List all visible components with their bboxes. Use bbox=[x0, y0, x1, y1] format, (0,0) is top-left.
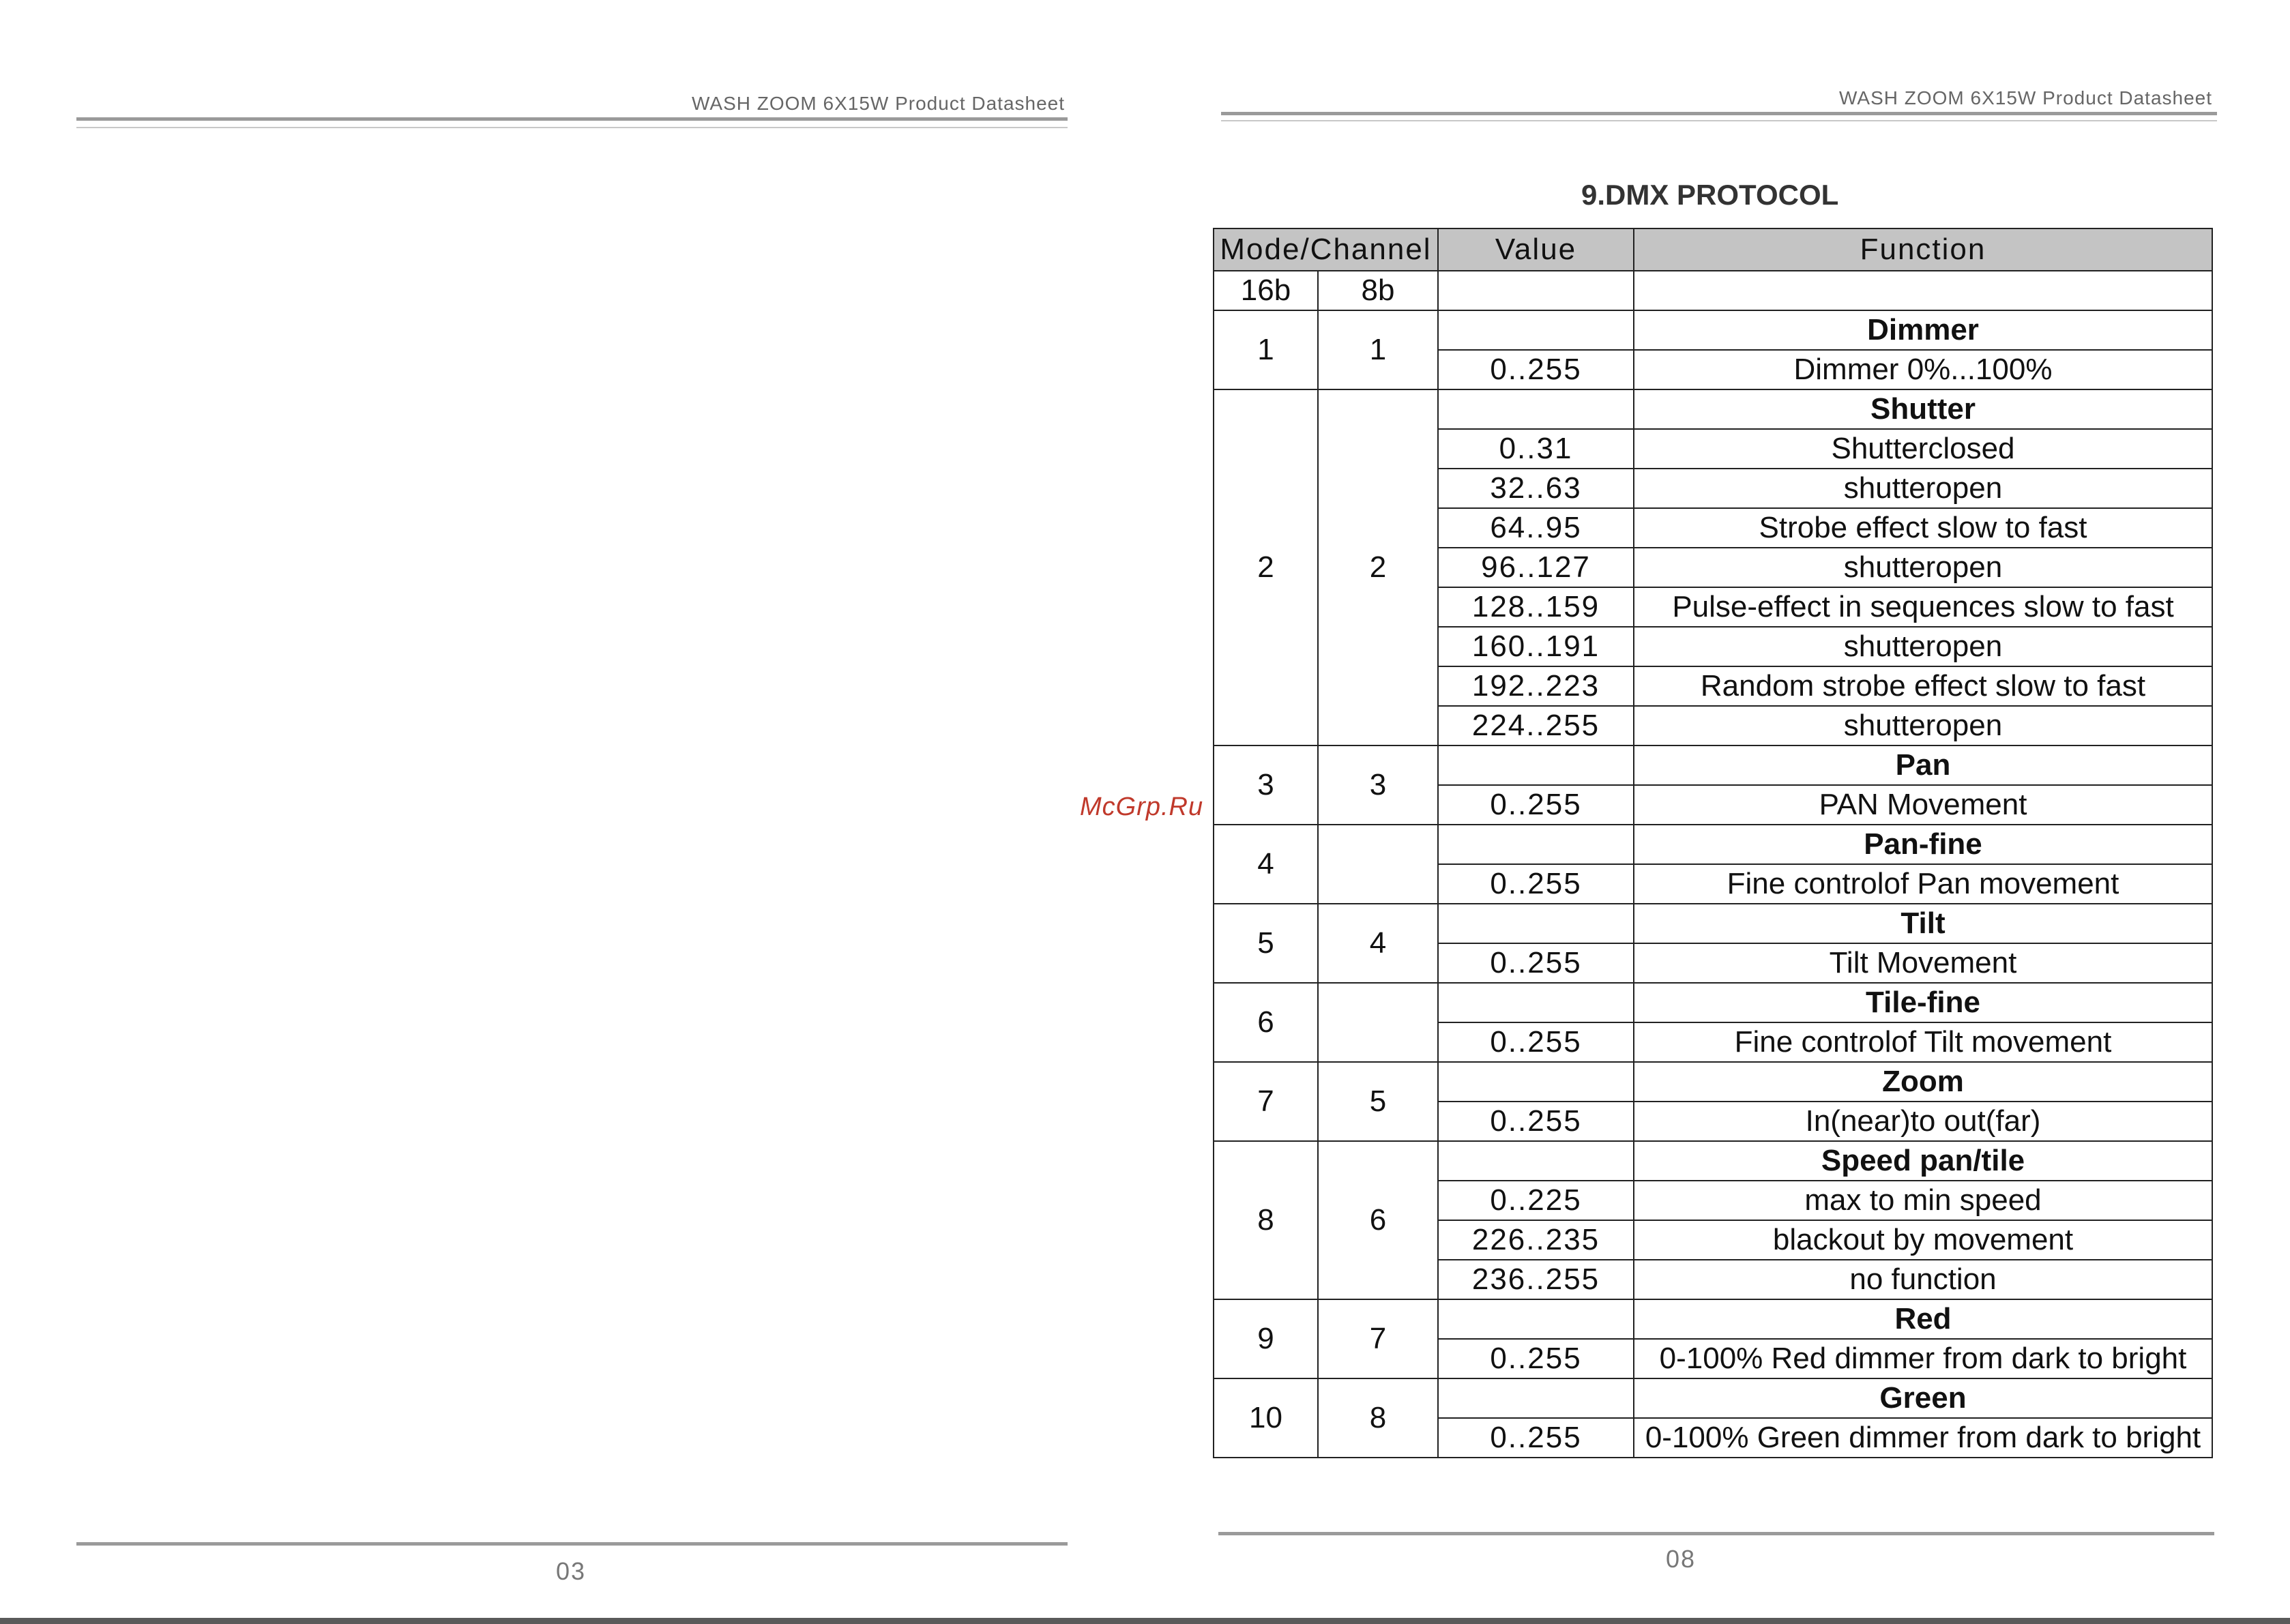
table-row bbox=[1214, 389, 2212, 429]
function-heading-cell: Speed pan/tile bbox=[1634, 1141, 2212, 1181]
channel-8b-cell: 6 bbox=[1318, 1141, 1438, 1299]
header-value: Value bbox=[1438, 228, 1634, 271]
value-cell bbox=[1438, 825, 1634, 864]
function-cell: Shutterclosed bbox=[1634, 429, 2212, 469]
value-cell: 160..191 bbox=[1438, 627, 1634, 666]
channel-8b-cell: 7 bbox=[1318, 1299, 1438, 1378]
value-cell: 0..255 bbox=[1438, 785, 1634, 825]
left-footer-rule bbox=[76, 1542, 1068, 1546]
channel-8b-cell: 1 bbox=[1318, 310, 1438, 389]
value-cell bbox=[1438, 389, 1634, 429]
value-cell bbox=[1438, 904, 1634, 943]
function-cell: Random strobe effect slow to fast bbox=[1634, 666, 2212, 706]
table-row bbox=[1214, 904, 2212, 943]
value-cell: 0..255 bbox=[1438, 1339, 1634, 1378]
subheader-8b: 8b bbox=[1318, 271, 1438, 310]
value-cell: 32..63 bbox=[1438, 469, 1634, 508]
channel-16b-cell: 3 bbox=[1214, 745, 1318, 825]
subheader-16b: 16b bbox=[1214, 271, 1318, 310]
value-cell bbox=[1438, 310, 1634, 350]
channel-16b-cell: 4 bbox=[1214, 825, 1318, 904]
function-cell: blackout by movement bbox=[1634, 1220, 2212, 1260]
table-subheader-row bbox=[1214, 271, 2212, 310]
value-cell: 0..255 bbox=[1438, 864, 1634, 904]
watermark: McGrp.Ru bbox=[1080, 793, 1204, 821]
left-header-rule-thin bbox=[76, 127, 1068, 128]
function-heading-cell: Dimmer bbox=[1634, 310, 2212, 350]
value-cell: 0..255 bbox=[1438, 943, 1634, 983]
channel-16b-cell: 8 bbox=[1214, 1141, 1318, 1299]
value-cell bbox=[1438, 983, 1634, 1022]
function-cell: max to min speed bbox=[1634, 1181, 2212, 1220]
right-header-rule-thin bbox=[1221, 120, 2217, 121]
channel-8b-cell: 5 bbox=[1318, 1062, 1438, 1141]
value-cell: 0..255 bbox=[1438, 350, 1634, 389]
function-cell: 0-100% Green dimmer from dark to bright bbox=[1634, 1418, 2212, 1458]
channel-8b-cell bbox=[1318, 983, 1438, 1062]
table-row bbox=[1214, 1062, 2212, 1102]
channel-8b-cell bbox=[1318, 825, 1438, 904]
channel-16b-cell: 10 bbox=[1214, 1378, 1318, 1458]
right-footer-rule bbox=[1218, 1532, 2214, 1535]
right-page-number: 08 bbox=[1666, 1545, 1697, 1573]
channel-16b-cell: 2 bbox=[1214, 389, 1318, 745]
function-heading-cell: Zoom bbox=[1634, 1062, 2212, 1102]
function-cell: shutteropen bbox=[1634, 548, 2212, 587]
value-cell: 64..95 bbox=[1438, 508, 1634, 548]
function-heading-cell: Red bbox=[1634, 1299, 2212, 1339]
value-cell: 192..223 bbox=[1438, 666, 1634, 706]
function-heading-cell: Pan bbox=[1634, 745, 2212, 785]
value-cell: 0..31 bbox=[1438, 429, 1634, 469]
value-cell: 224..255 bbox=[1438, 706, 1634, 745]
function-cell: Strobe effect slow to fast bbox=[1634, 508, 2212, 548]
left-page-number: 03 bbox=[556, 1557, 587, 1585]
table-header-row bbox=[1214, 228, 2212, 271]
channel-16b-cell: 7 bbox=[1214, 1062, 1318, 1141]
table-row bbox=[1214, 1299, 2212, 1339]
value-cell bbox=[1438, 1062, 1634, 1102]
function-heading-cell: Tilt bbox=[1634, 904, 2212, 943]
dmx-protocol-table bbox=[1213, 228, 2213, 1458]
bottom-edge-strip bbox=[0, 1618, 2290, 1624]
table-row bbox=[1214, 310, 2212, 350]
function-cell: shutteropen bbox=[1634, 469, 2212, 508]
function-cell: shutteropen bbox=[1634, 706, 2212, 745]
value-cell bbox=[1438, 745, 1634, 785]
right-page-header: WASH ZOOM 6X15W Product Datasheet bbox=[1839, 87, 2213, 108]
channel-16b-cell: 6 bbox=[1214, 983, 1318, 1062]
left-page-header: WASH ZOOM 6X15W Product Datasheet bbox=[692, 93, 1066, 114]
subheader-value-empty bbox=[1438, 271, 1634, 310]
function-cell: Pulse-effect in sequences slow to fast bbox=[1634, 587, 2212, 627]
function-cell: shutteropen bbox=[1634, 627, 2212, 666]
channel-8b-cell: 8 bbox=[1318, 1378, 1438, 1458]
table-row bbox=[1214, 1141, 2212, 1181]
function-cell: Fine controlof Pan movement bbox=[1634, 864, 2212, 904]
function-cell: Dimmer 0%...100% bbox=[1634, 350, 2212, 389]
function-heading-cell: Pan-fine bbox=[1634, 825, 2212, 864]
channel-8b-cell: 3 bbox=[1318, 745, 1438, 825]
function-cell: Tilt Movement bbox=[1634, 943, 2212, 983]
function-heading-cell: Green bbox=[1634, 1378, 2212, 1418]
right-header-rule bbox=[1221, 112, 2217, 115]
value-cell: 236..255 bbox=[1438, 1260, 1634, 1299]
value-cell bbox=[1438, 1299, 1634, 1339]
channel-8b-cell: 4 bbox=[1318, 904, 1438, 983]
value-cell: 0..255 bbox=[1438, 1102, 1634, 1141]
table-row bbox=[1214, 745, 2212, 785]
value-cell bbox=[1438, 1141, 1634, 1181]
channel-8b-cell: 2 bbox=[1318, 389, 1438, 745]
header-mode-channel: Mode/Channel bbox=[1214, 228, 1438, 271]
function-cell: no function bbox=[1634, 1260, 2212, 1299]
function-heading-cell: Tile-fine bbox=[1634, 983, 2212, 1022]
document-title: 9.DMX PROTOCOL bbox=[1581, 179, 1839, 211]
value-cell: 0..225 bbox=[1438, 1181, 1634, 1220]
value-cell bbox=[1438, 1378, 1634, 1418]
function-cell: Fine controlof Tilt movement bbox=[1634, 1022, 2212, 1062]
table-row bbox=[1214, 825, 2212, 864]
value-cell: 0..255 bbox=[1438, 1418, 1634, 1458]
function-cell: In(near)to out(far) bbox=[1634, 1102, 2212, 1141]
function-cell: 0-100% Red dimmer from dark to bright bbox=[1634, 1339, 2212, 1378]
value-cell: 226..235 bbox=[1438, 1220, 1634, 1260]
channel-16b-cell: 5 bbox=[1214, 904, 1318, 983]
value-cell: 0..255 bbox=[1438, 1022, 1634, 1062]
function-heading-cell: Shutter bbox=[1634, 389, 2212, 429]
value-cell: 96..127 bbox=[1438, 548, 1634, 587]
table-row bbox=[1214, 1378, 2212, 1418]
subheader-function-empty bbox=[1634, 271, 2212, 310]
left-header-rule bbox=[76, 117, 1068, 121]
header-function: Function bbox=[1634, 228, 2212, 271]
function-cell: PAN Movement bbox=[1634, 785, 2212, 825]
table-row bbox=[1214, 983, 2212, 1022]
channel-16b-cell: 1 bbox=[1214, 310, 1318, 389]
channel-16b-cell: 9 bbox=[1214, 1299, 1318, 1378]
value-cell: 128..159 bbox=[1438, 587, 1634, 627]
